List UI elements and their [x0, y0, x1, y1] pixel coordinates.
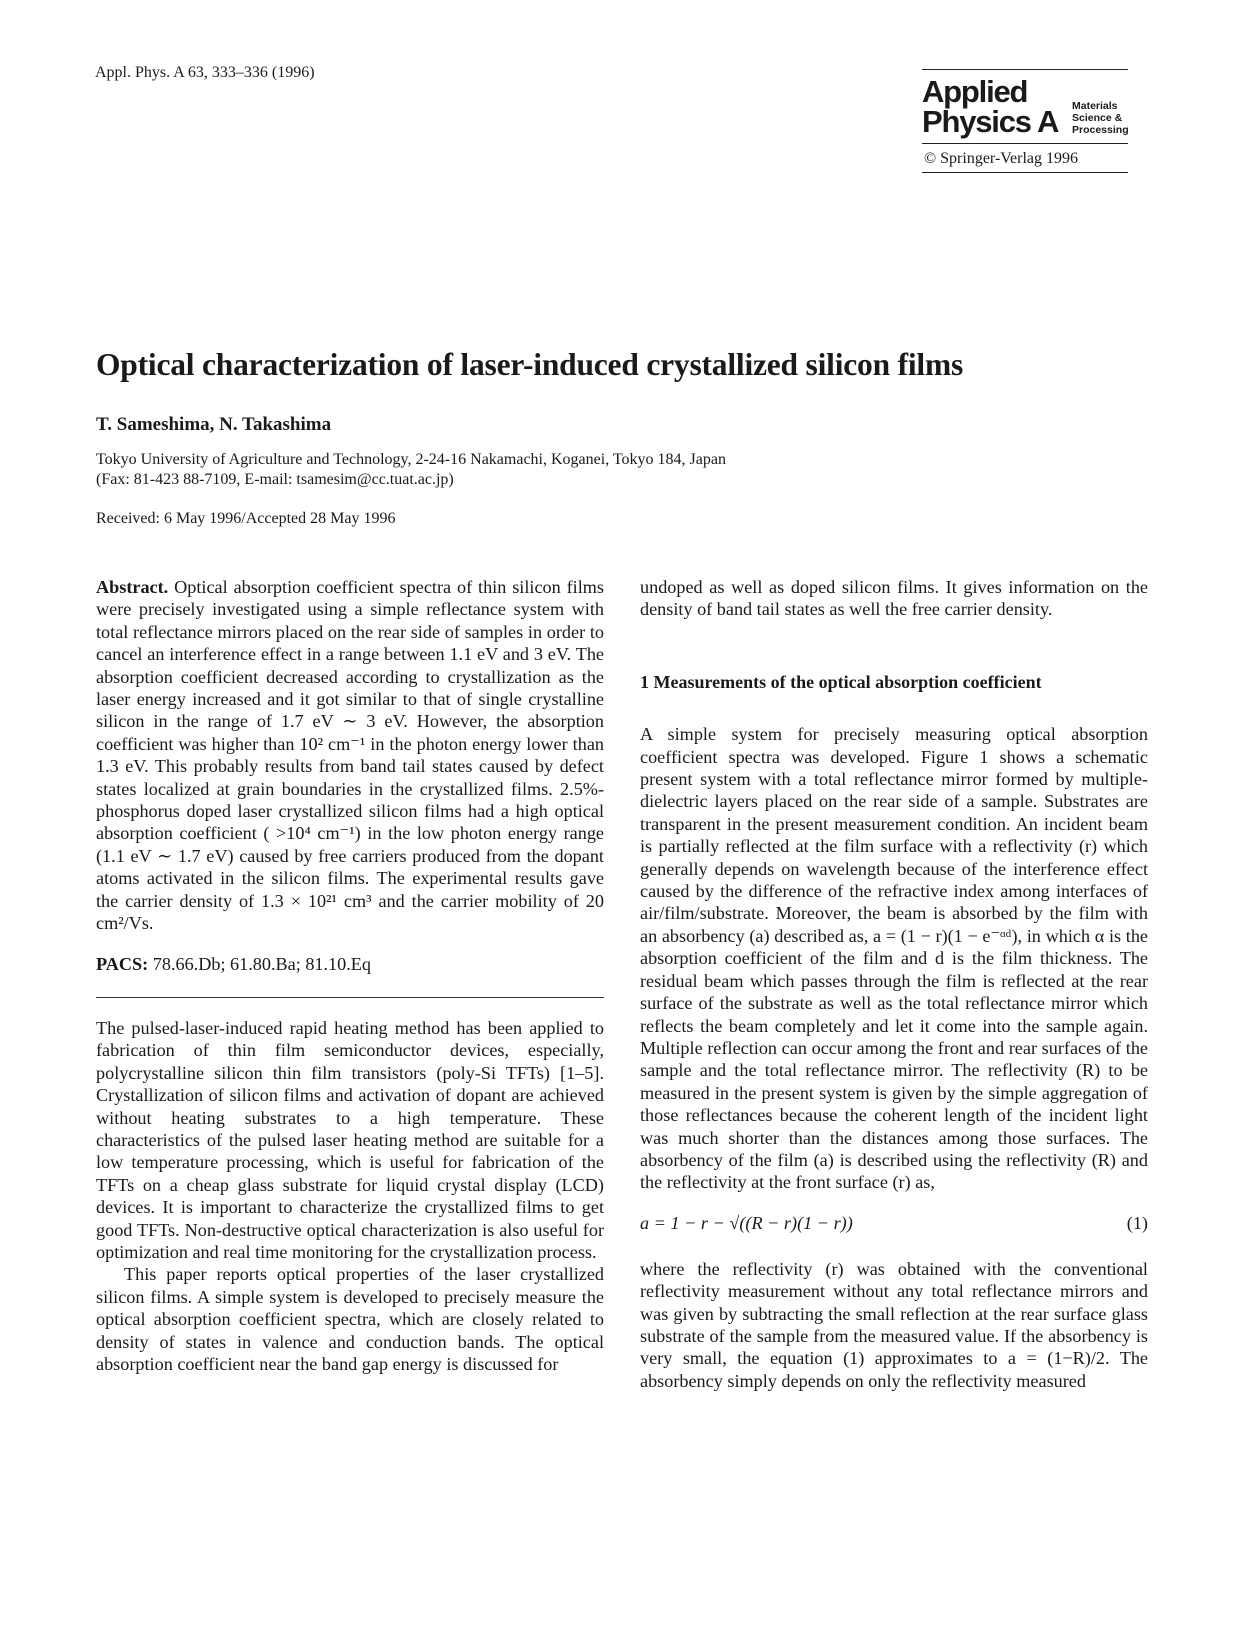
logo-top-rule: [922, 69, 1128, 70]
intro-paragraph-2: This paper reports optical properties of the laser crystallized silicon films. A simple system is developed to precisely measure the optical absorption coefficient spectra, which are closely related to density of states in valence and conduction bands. The optical absorption coefficient near the band gap energy is discussed for: [96, 1264, 604, 1374]
abstract-label: Abstract.: [96, 577, 169, 597]
abstract-text: Optical absorption coefficient spectra of thin silicon films were precisely investigated using a simple reflectance system with total reflectance mirrors placed on the rear side of samples in order to cancel an interference effect in a range between 1.1 eV and 3 eV. The absorption coefficient decreased according to crystallization as the laser energy increased and it got similar to that of single crystalline silicon in the range of 1.7 eV ∼ 3 eV. However, the absorption coefficient was higher than 10² cm⁻¹ in the photon energy lower than 1.3 eV. This probably results from band tail states caused by defect states localized at grain boundaries in the crystallized films. 2.5%-phosphorus doped laser crystallized silicon films had a high optical absorption coefficient ( >10⁴ cm⁻¹) in the low photon energy range (1.1 eV ∼ 1.7 eV) caused by free carriers produced from the dopant atoms activated in the silicon films. The experimental results gave the carrier density of 1.3 × 10²¹ cm³ and the carrier mobility of 20 cm²/Vs.: [96, 577, 604, 934]
equation-number: (1): [1126, 1212, 1148, 1233]
abstract: [96, 576, 604, 935]
section-heading: 1 Measurements of the optical absorption coefficient: [640, 671, 1042, 692]
section-paragraph-1: A simple system for precisely measuring optical absorption coefficient spectra was developed. Figure 1 shows a schematic present system with a total reflectance mirror formed by multiple-dielectric layers placed on the rear side of a sample. Substrates are transparent in the present measurement condition. An incident beam is partially reflected at the film surface with a reflectivity (r) which generally depends on wavelength because of the interference effect caused by the difference of the refractive index among interfaces of air/film/substrate. Moreover, the beam is absorbed by the film with an absorbency (a) described as, a = (1 − r)(1 − e⁻ᵅᵈ), in which α is the absorption coefficient of the film and d is the film thickness. The residual beam which passes through the film is reflected at the rear surface of the substrate as well as the total reflectance mirror which reflects the beam completely and let it come into the sample again. Multiple reflection can occur among the front and rear surfaces of the sample and the total reflectance mirror. The reflectivity (R) to be measured in the present system is given by the simple aggregation of those reflectances because the coherent length of the incident light was much shorter than the distances among those surfaces. The absorbency of the film (a) is described using the reflectivity (R) and the reflectivity at the front surface (r) as,: [640, 724, 1148, 1193]
pacs-codes: 78.66.Db; 61.80.Ba; 81.10.Eq: [148, 953, 371, 974]
logo-subtitle-2: Science &: [1072, 112, 1123, 124]
received-dates: Received: 6 May 1996/Accepted 28 May 1996: [96, 510, 396, 527]
logo-subtitle: [1072, 100, 1129, 136]
logo-subtitle-1: Materials: [1072, 100, 1118, 112]
right-column: [640, 576, 1148, 1392]
pacs: [96, 953, 604, 975]
logo-line-1: Applied: [922, 74, 1028, 109]
logo-line-2: Physics A: [922, 104, 1059, 139]
pacs-label: PACS:: [96, 953, 149, 974]
authors: T. Sameshima, N. Takashima: [96, 414, 332, 435]
journal-citation: Appl. Phys. A 63, 333–336 (1996): [95, 64, 315, 81]
intro-continuation: undoped as well as doped silicon films. It gives information on the density of band tail states as well the free carrier density.: [640, 577, 1148, 620]
affiliation-line-2: (Fax: 81-423 88-7109, E-mail: tsamesim@cc.tuat.ac.jp): [96, 471, 454, 488]
copyright: © Springer-Verlag 1996: [924, 150, 1079, 167]
left-column: [96, 576, 604, 1375]
section-separator: [96, 997, 604, 998]
intro-paragraph-1: The pulsed-laser-induced rapid heating method has been applied to fabrication of thin film semiconductor devices, especially, polycrystalline silicon thin film transistors (poly-Si TFTs) [1–5]. Crystallization of silicon films and activation of dopant are achieved without heating substrates to a high temperature. These characteristics of the pulsed laser heating method are suitable for a low temperature processing, which is useful for fabrication of the TFTs on a cheap glass substrate for liquid crystal display (LCD) devices. It is important to characterize the crystallized films to get good TFTs. Non-destructive optical characterization is also useful for optimization and real time monitoring for the crystallization process.: [96, 1017, 604, 1262]
logo-subtitle-3: Processing: [1072, 124, 1129, 136]
section-paragraph-2: where the reflectivity (r) was obtained with the conventional reflectivity measurement without any total reflectance mirrors and was given by subtracting the small reflection at the rear surface glass substrate of the sample from the measured value. If the absorbency is very small, the equation (1) approximates to a = (1−R)/2. The absorbency simply depends on only the reflectivity measured: [640, 1258, 1148, 1391]
logo-mid-rule: [922, 143, 1128, 144]
affiliation-line-1: Tokyo University of Agriculture and Technology, 2-24-16 Nakamachi, Koganei, Tokyo 184, Japan: [96, 451, 726, 468]
journal-logo: [922, 76, 1132, 140]
equation-1: [640, 1212, 1148, 1240]
article-title: Optical characterization of laser-induced crystallized silicon films: [96, 347, 964, 382]
affiliation: [96, 450, 726, 490]
equation-formula: a = 1 − r − √((R − r)(1 − r)): [640, 1212, 853, 1233]
logo-bottom-rule: [922, 172, 1128, 173]
